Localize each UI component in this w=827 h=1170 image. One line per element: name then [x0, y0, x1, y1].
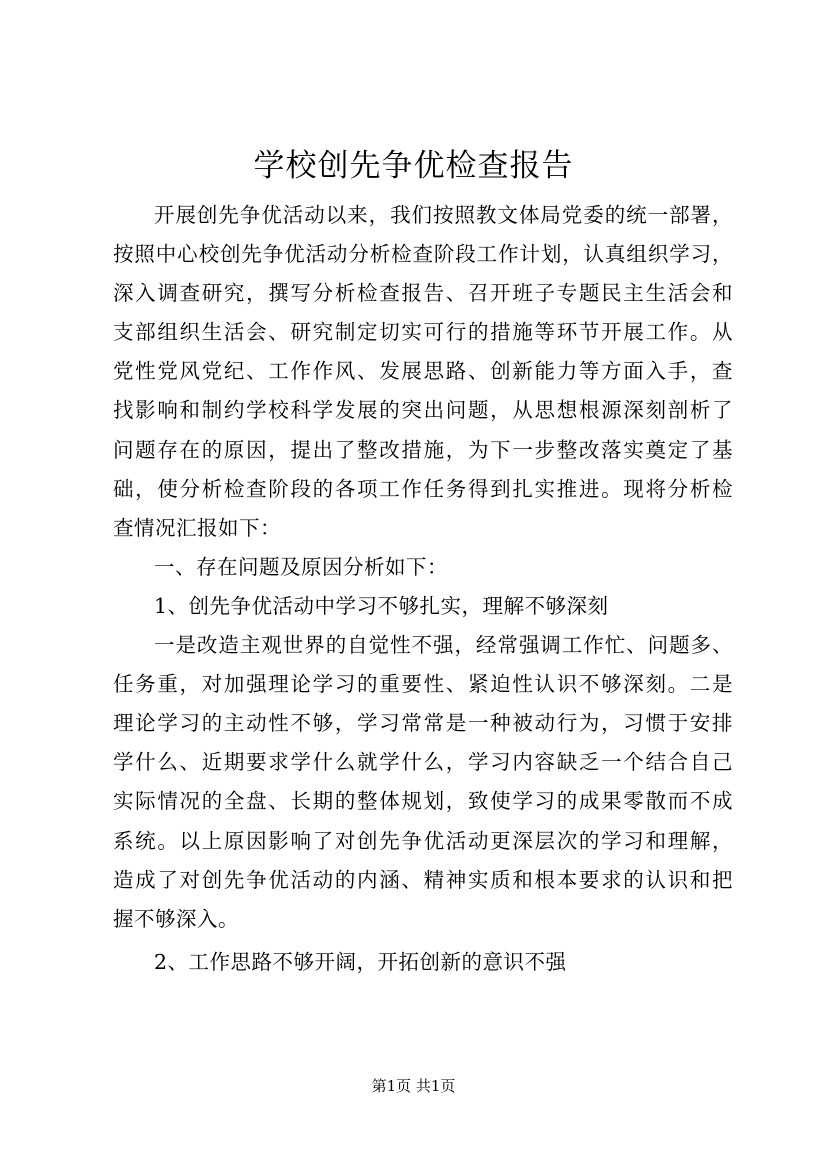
document-body — [113, 196, 733, 982]
paragraph-line: 支部组织生活会、研究制定切实可行的措施等环节开展工作。从 — [113, 320, 733, 345]
paragraph-line: 党性党风党纪、工作作风、发展思路、创新能力等方面入手，查 — [113, 359, 733, 384]
paragraph-line: 一是改造主观世界的自觉性不强，经常强调工作忙、问题多、 — [154, 633, 733, 658]
paragraph-line: 开展创先争优活动以来，我们按照教文体局党委的统一部署， — [154, 203, 733, 227]
paragraph-line: 问题存在的原因，提出了整改措施，为下一步整改落实奠定了基 — [113, 437, 733, 462]
paragraph-line: 任务重，对加强理论学习的重要性、紧迫性认识不够深刻。二是 — [113, 672, 733, 697]
paragraph-line: 系统。以上原因影响了对创先争优活动更深层次的学习和理解， — [113, 828, 733, 853]
document-title: 学校创先争优检查报告 — [253, 148, 574, 184]
paragraph-line: 础，使分析检查阶段的各项工作任务得到扎实推进。现将分析检 — [113, 476, 733, 501]
subsection-heading: 1、创先争优活动中学习不够扎实，理解不够深刻 — [154, 593, 609, 618]
paragraph-line: 造成了对创先争优活动的内涵、精神实质和根本要求的认识和把 — [113, 867, 733, 892]
paragraph-line: 学什么、近期要求学什么就学什么，学习内容缺乏一个结合自己 — [113, 750, 733, 775]
paragraph-line: 按照中心校创先争优活动分析检查阶段工作计划，认真组织学习， — [113, 242, 733, 267]
page-footer: 第1页 共1页 — [371, 1077, 456, 1095]
paragraph-line: 实际情况的全盘、长期的整体规划，致使学习的成果零散而不成 — [113, 789, 733, 814]
section-heading: 一、存在问题及原因分析如下： — [154, 554, 448, 579]
paragraph-line: 查情况汇报如下： — [113, 515, 281, 540]
paragraph-line: 握不够深入。 — [113, 906, 239, 931]
paragraph-line: 深入调查研究，撰写分析检查报告、召开班子专题民主生活会和 — [113, 281, 733, 306]
paragraph-line: 找影响和制约学校科学发展的突出问题，从思想根源深刻剖析了 — [113, 398, 733, 423]
paragraph-line: 理论学习的主动性不够，学习常常是一种被动行为，习惯于安排 — [113, 711, 733, 736]
subsection-heading: 2、工作思路不够开阔，开拓创新的意识不强 — [154, 949, 567, 974]
